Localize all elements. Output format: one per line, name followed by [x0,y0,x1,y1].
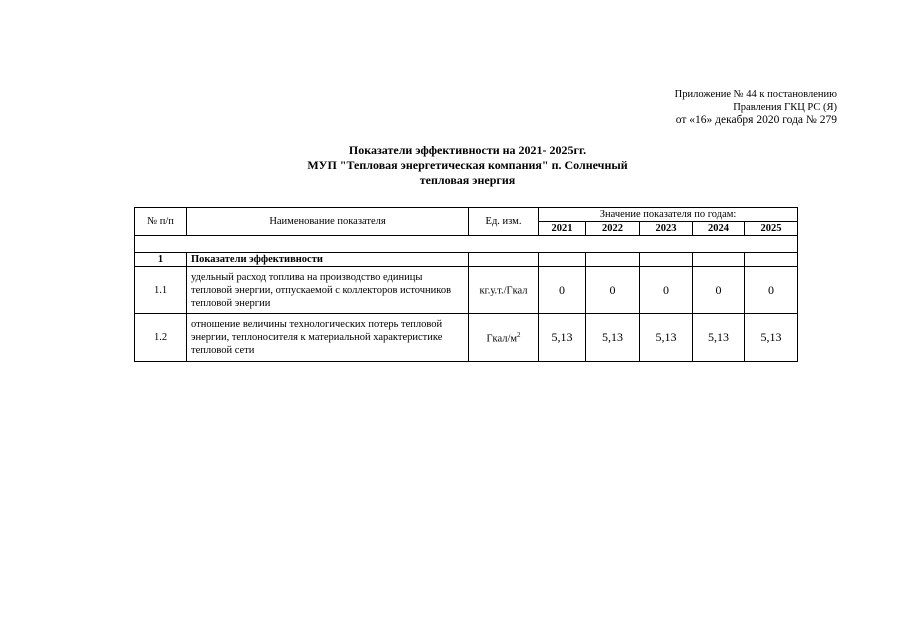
section-empty-cell [469,253,539,267]
header-unit: Ед. изм. [469,208,539,236]
section-empty-cell [745,253,798,267]
appendix-line-1: Приложение № 44 к постановлению [674,89,837,100]
section-name: Показатели эффективности [187,253,469,267]
section-empty-cell [539,253,586,267]
appendix-header [675,88,837,127]
title-line-3: тепловая энергия [419,173,516,187]
header-year: 2025 [745,222,798,236]
appendix-line-2: Правления ГКЦ РС (Я) [733,102,837,113]
row-unit [469,314,539,362]
title-line-1: Показатели эффективности на 2021- 2025гг. [348,143,587,157]
row-num: 1.1 [135,267,187,314]
title-line-2: МУП "Тепловая энергетическая компания" п. Солнечный [307,158,628,172]
section-num: 1 [135,253,187,267]
row-value: 0 [693,267,745,314]
header-name: Наименование показателя [187,208,469,236]
row-value: 5,13 [693,314,745,362]
header-year: 2022 [586,222,640,236]
row-value: 5,13 [640,314,693,362]
row-unit-text: кг.у.т./Гкал [479,285,528,297]
row-value: 5,13 [539,314,586,362]
table-row [135,314,798,362]
empty-row [135,236,798,253]
header-year: 2024 [693,222,745,236]
row-value: 0 [745,267,798,314]
row-value: 5,13 [745,314,798,362]
row-name: отношение величины технологических потерь тепловой энергии, теплоносителя к материальной характеристике тепловой сети [187,314,469,362]
row-name: удельный расход топлива на производство единицы тепловой энергии, отпускаемой с коллекторов источников тепловой энергии [187,267,469,314]
section-empty-cell [693,253,745,267]
header-year: 2021 [539,222,586,236]
table-row [135,267,798,314]
indicators-table [134,207,798,362]
header-row-1 [135,208,798,222]
row-value: 0 [586,267,640,314]
row-value: 0 [640,267,693,314]
row-unit-text: Гкал/м [486,333,518,345]
row-unit [469,267,539,314]
row-value: 5,13 [586,314,640,362]
header-num: № п/п [135,208,187,236]
appendix-line-3: от «16» декабря 2020 года № 279 [675,114,837,126]
document-title [0,143,905,188]
empty-cell [135,236,798,253]
row-value: 0 [539,267,586,314]
row-num: 1.2 [135,314,187,362]
row-unit-sup: 2 [517,330,521,339]
section-empty-cell [586,253,640,267]
header-values-by-year: Значение показателя по годам: [539,208,798,222]
header-year: 2023 [640,222,693,236]
section-row [135,253,798,267]
section-empty-cell [640,253,693,267]
